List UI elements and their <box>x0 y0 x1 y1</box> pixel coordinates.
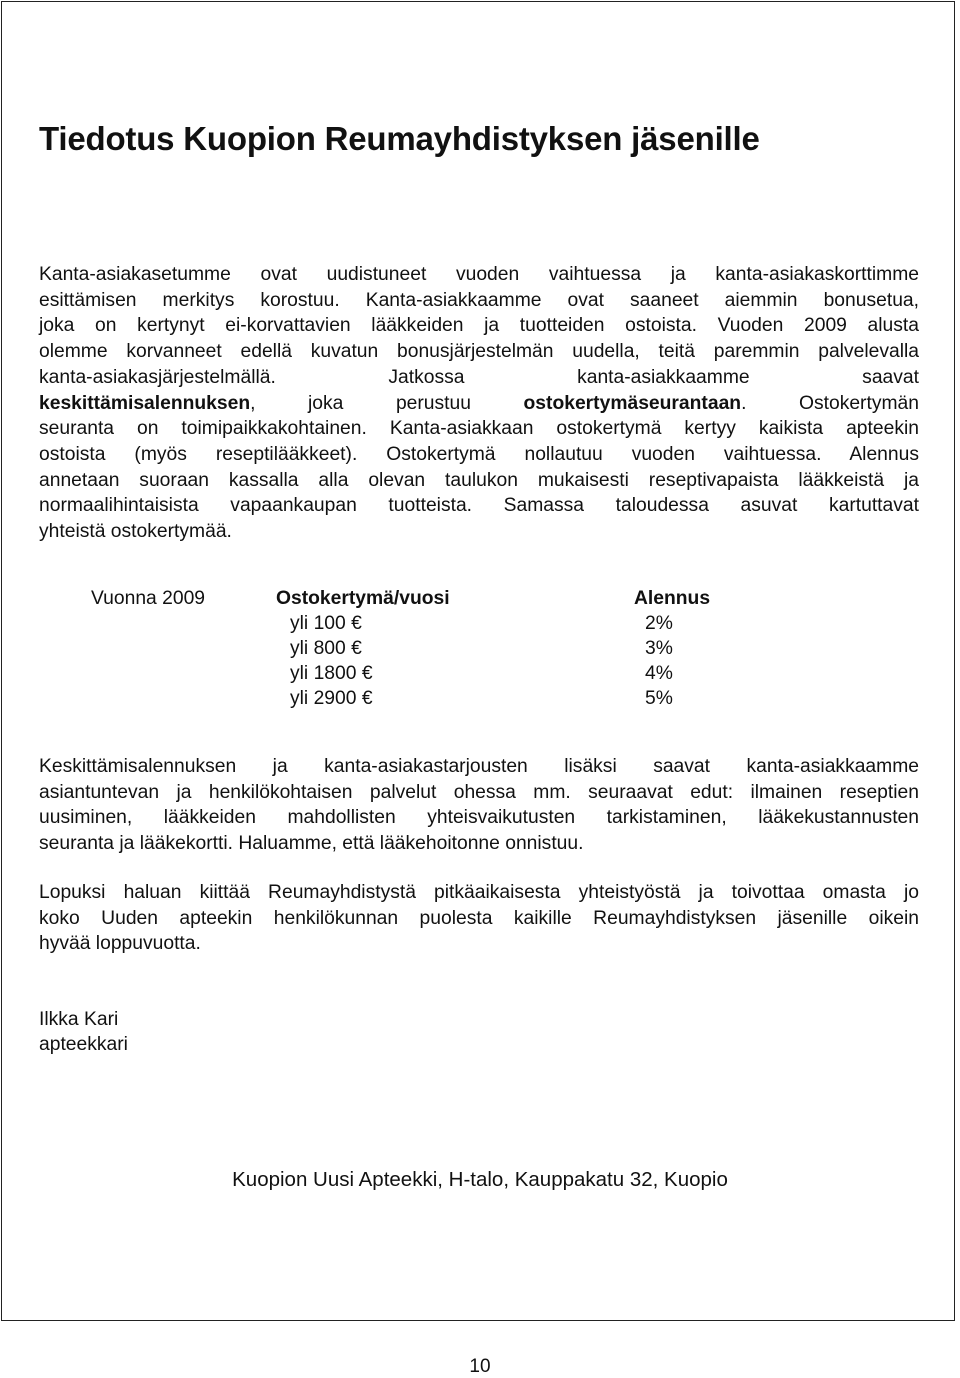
benefits-paragraph <box>39 754 919 857</box>
table-cell-discount: 2% <box>645 613 673 634</box>
table-year-label: Vuonna 2009 <box>91 588 206 609</box>
text-fragment: . Ostokertymän <box>741 392 919 414</box>
page-title: Tiedotus Kuopion Reumayhdistyksen jäsenille <box>39 120 760 157</box>
table-cell-threshold: yli 1800 € <box>290 663 373 684</box>
signature-name: Ilkka Kari <box>39 1009 119 1030</box>
table-cell-threshold: yli 2900 € <box>290 688 373 709</box>
text-line: esittämisen merkitys korostuu. Kanta-asiakkaamme ovat saaneet aiemmin bonusetua, <box>39 289 919 311</box>
table-cell-discount: 4% <box>645 663 673 684</box>
text-line: hyvää loppuvuotta. <box>39 933 201 955</box>
table-cell-threshold: yli 100 € <box>290 613 362 634</box>
keyword-ostokertymaseuranta: ostokertymäseurantaan <box>523 392 742 414</box>
text-line: seuranta ja lääkekortti. Haluamme, että lääkehoitonne onnistuu. <box>39 833 584 855</box>
text-line: Keskittämisalennuksen ja kanta-asiakastarjousten lisäksi saavat kanta-asiakkaamme <box>39 756 919 777</box>
table-cell-threshold: yli 800 € <box>290 638 362 659</box>
table-cell-discount: 5% <box>645 688 673 709</box>
text-line: seuranta on toimipaikkakohtainen. Kanta-asiakkaan ostokertymä kertyy kaikista apteekin <box>39 418 919 440</box>
text-line: asiantuntevan ja henkilökohtaisen palvelut ohessa mm. seuraavat edut: ilmainen reseptien <box>39 781 919 803</box>
text-line: koko Uuden apteekin henkilökunnan puolesta kaikille Reumayhdistyksen jäsenille oikein <box>39 907 919 929</box>
page-border <box>1 1 955 1321</box>
table-header-discount: Alennus <box>634 588 711 609</box>
text-line: ostoista (myös reseptilääkkeet). Ostokertymä nollautuu vuoden vaihtuessa. Alennus <box>39 443 919 465</box>
intro-paragraph <box>39 262 919 545</box>
text-line: annetaan suoraan kassalla alla olevan taulukon mukaisesti reseptivapaista lääkkeistä ja <box>39 469 919 491</box>
text-line: kanta-asiakasjärjestelmällä. Jatkossa kanta-asiakkaamme saavat <box>39 366 919 388</box>
closing-paragraph <box>39 880 919 957</box>
keyword-keskittamisalennus: keskittämisalennuksen <box>39 392 251 414</box>
page-number: 10 <box>469 1356 491 1377</box>
text-line: normaalihintaisista vapaankaupan tuotteista. Samassa taloudessa asuvat kartuttavat <box>39 495 919 517</box>
text-line: joka on kertynyt ei-korvattavien lääkkeiden ja tuotteiden ostoista. Vuoden 2009 alusta <box>39 315 919 337</box>
text-line: olemme korvanneet edellä kuvatun bonusjärjestelmän uudella, teitä paremmin palvelevalla <box>39 341 919 363</box>
text-line: yhteistä ostokertymää. <box>39 521 232 543</box>
table-header-purchase: Ostokertymä/vuosi <box>276 588 450 609</box>
text-line <box>39 391 919 417</box>
text-line: Kanta-asiakasetumme ovat uudistuneet vuoden vaihtuessa ja kanta-asiakaskorttimme <box>39 264 919 285</box>
text-line: uusiminen, lääkkeiden mahdollisten yhteisvaikutusten tarkistaminen, lääkekustannusten <box>39 807 919 829</box>
text-line: Lopuksi haluan kiittää Reumayhdistystä pitkäaikaisesta yhteistyöstä ja toivottaa omasta jo <box>39 882 919 903</box>
pharmacy-address: Kuopion Uusi Apteekki, H-talo, Kauppakatu 32, Kuopio <box>232 1168 728 1191</box>
signature-role: apteekkari <box>39 1034 128 1055</box>
table-cell-discount: 3% <box>645 638 673 659</box>
text-fragment: , joka perustuu <box>250 392 524 414</box>
